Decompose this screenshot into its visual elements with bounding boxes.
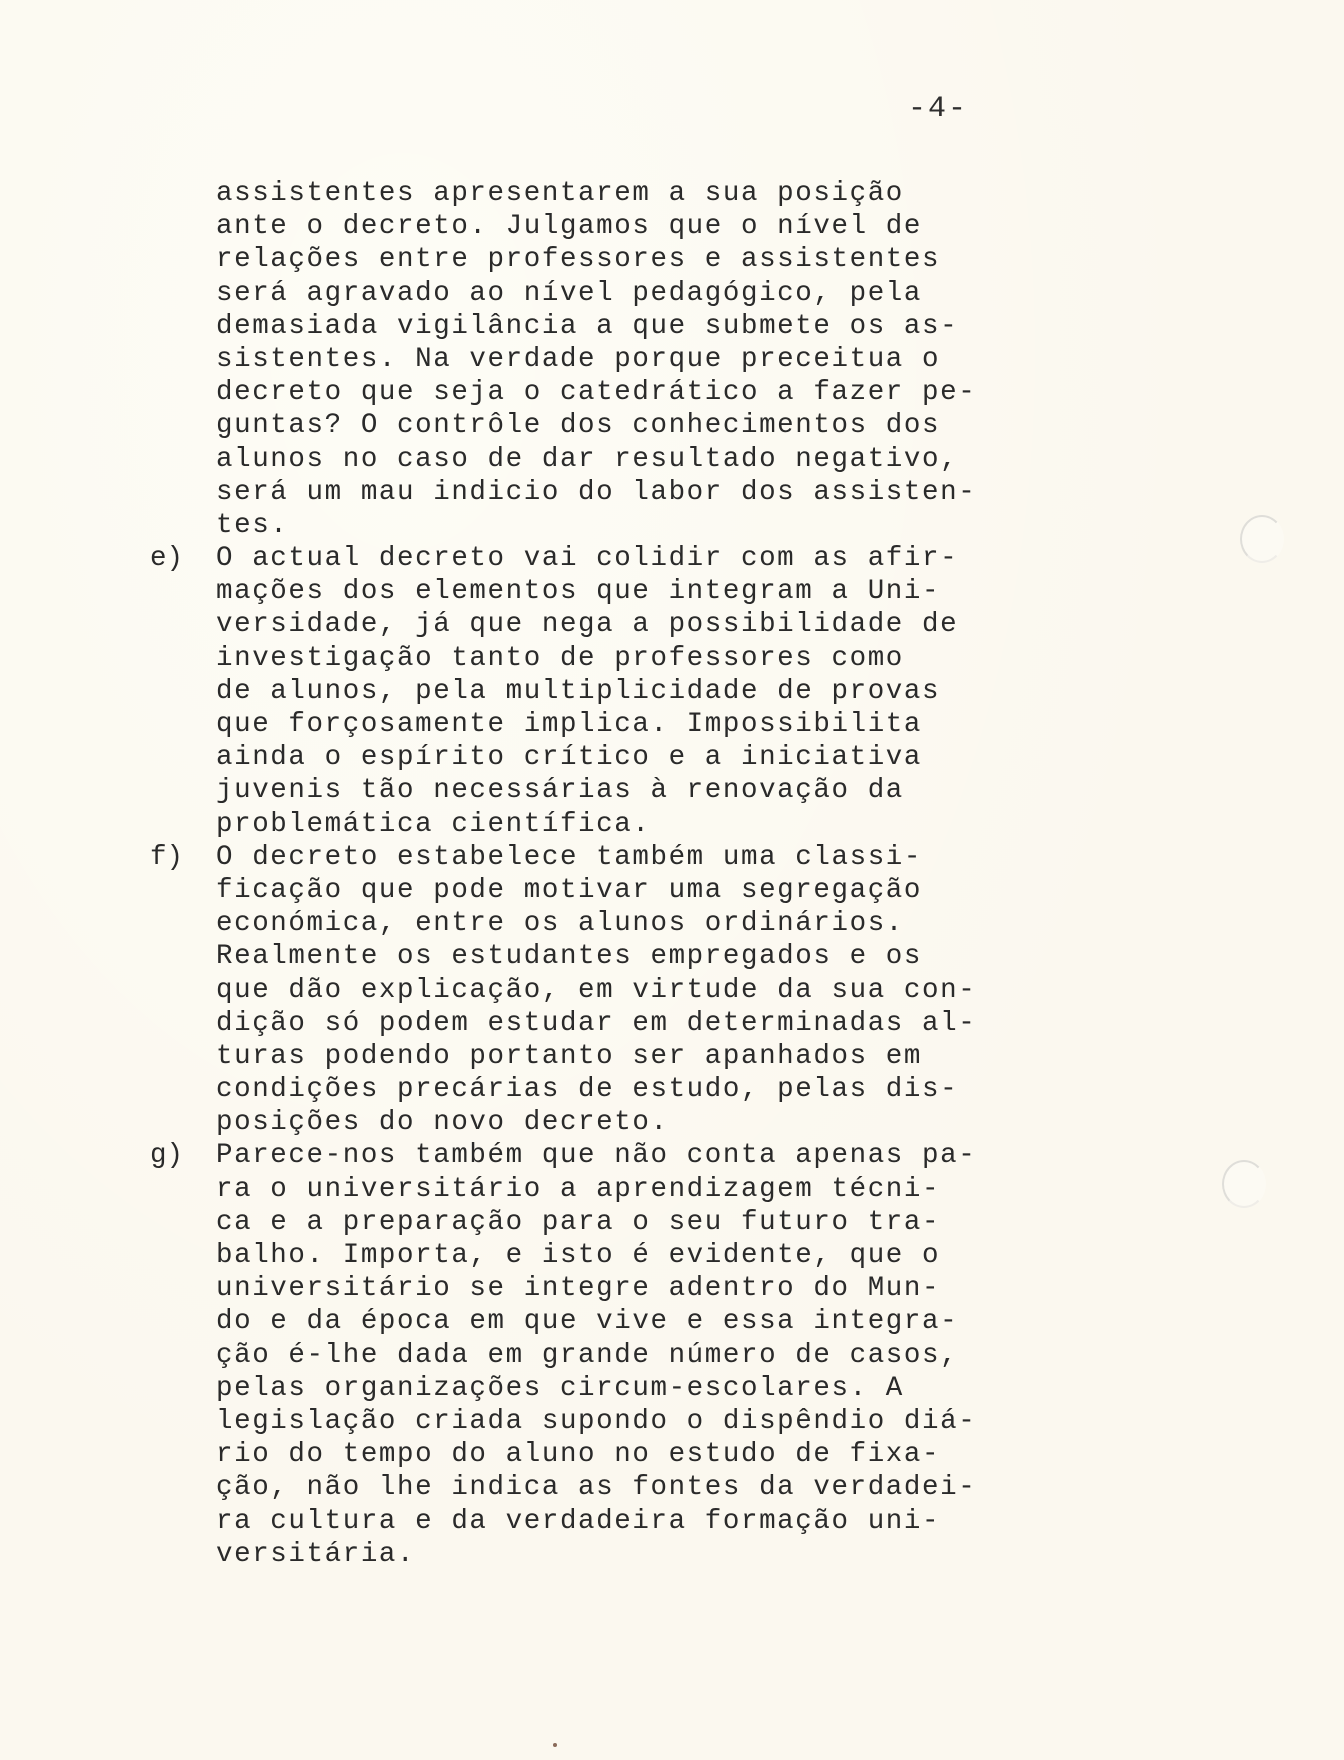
paragraph-lines <box>216 1139 1050 1570</box>
paragraph-marker: f) <box>150 841 184 873</box>
text-line: será um mau indicio do labor dos assisten- <box>216 476 977 508</box>
typewritten-body <box>150 177 1050 1571</box>
paper-speck <box>553 1743 557 1747</box>
paragraph-lines <box>216 841 1050 1140</box>
text-line: problemática científica. <box>216 808 651 840</box>
text-line: do e da época em que vive e essa integra- <box>216 1306 959 1338</box>
paragraph-lines <box>216 542 1050 841</box>
paragraph <box>150 841 1050 1140</box>
text-line: será agravado ao nível pedagógico, pela <box>216 277 923 309</box>
text-line: guntas? O contrôle dos conhecimentos dos <box>216 410 941 442</box>
paragraph-marker: e) <box>150 543 184 575</box>
text-line: ra o universitário a aprendizagem técni- <box>216 1173 941 1205</box>
paragraph <box>150 1139 1050 1570</box>
text-line: juvenis tão necessárias à renovação da <box>216 775 904 807</box>
text-line: universitário se integre adentro do Mun- <box>216 1273 941 1305</box>
text-line: ante o decreto. Julgamos que o nível de <box>216 211 923 243</box>
text-line: Parece-nos também que não conta apenas pa- <box>216 1140 977 1172</box>
text-line: Realmente os estudantes empregados e os <box>216 941 923 973</box>
text-line: legislação criada supondo o dispêndio diá- <box>216 1405 977 1437</box>
text-line: versidade, já que nega a possibilidade de <box>216 609 959 641</box>
text-line: demasiada vigilância a que submete os as- <box>216 310 959 342</box>
text-line: pelas organizações circum-escolares. A <box>216 1372 904 1404</box>
text-line: decreto que seja o catedrático a fazer pe- <box>216 377 977 409</box>
text-line: ficação que pode motivar uma segregação <box>216 874 923 906</box>
text-line: ra cultura e da verdadeira formação uni- <box>216 1505 941 1537</box>
text-line: posições do novo decreto. <box>216 1107 669 1139</box>
text-line: condições precárias de estudo, pelas dis- <box>216 1074 959 1106</box>
text-line: ainda o espírito crítico e a iniciativa <box>216 742 923 774</box>
text-line: assistentes apresentarem a sua posição <box>216 178 904 209</box>
text-line: rio do tempo do aluno no estudo de fixa- <box>216 1439 941 1471</box>
text-line: ção é-lhe dada em grande número de casos, <box>216 1339 959 1371</box>
text-line: dição só podem estudar em determinadas al- <box>216 1007 977 1039</box>
text-line: alunos no caso de dar resultado negativo, <box>216 443 959 475</box>
text-line: turas podendo portanto ser apanhados em <box>216 1040 923 1072</box>
show-through-text <box>1120 180 1330 1060</box>
text-line: ção, não lhe indica as fontes da verdadei- <box>216 1472 977 1504</box>
text-line: mações dos elementos que integram a Uni- <box>216 576 941 608</box>
paragraph-marker: g) <box>150 1140 184 1172</box>
text-line: de alunos, pela multiplicidade de provas <box>216 675 941 707</box>
text-line: económica, entre os alunos ordinários. <box>216 908 904 940</box>
paragraph <box>150 542 1050 841</box>
text-line: ca e a preparação para o seu futuro tra- <box>216 1206 941 1238</box>
paragraph-marker <box>150 177 216 542</box>
punch-hole <box>1222 1160 1266 1208</box>
text-line: O actual decreto vai colidir com as afir- <box>216 543 959 575</box>
text-line: tes. <box>216 509 289 541</box>
text-line: investigação tanto de professores como <box>216 642 904 674</box>
text-line: que forçosamente implica. Impossibilita <box>216 709 923 740</box>
text-line: balho. Importa, e isto é evidente, que o <box>216 1240 941 1271</box>
text-line: que dão explicação, em virtude da sua con- <box>216 974 977 1006</box>
paragraph <box>150 177 1050 542</box>
page-number: -4- <box>908 92 969 126</box>
text-line: sistentes. Na verdade porque preceitua o <box>216 343 941 375</box>
paragraph-lines <box>216 177 1050 542</box>
punch-hole <box>1240 515 1284 563</box>
text-line: relações entre professores e assistentes <box>216 244 941 276</box>
text-line: O decreto estabelece também uma classi- <box>216 841 923 873</box>
text-line: versitária. <box>216 1538 416 1570</box>
